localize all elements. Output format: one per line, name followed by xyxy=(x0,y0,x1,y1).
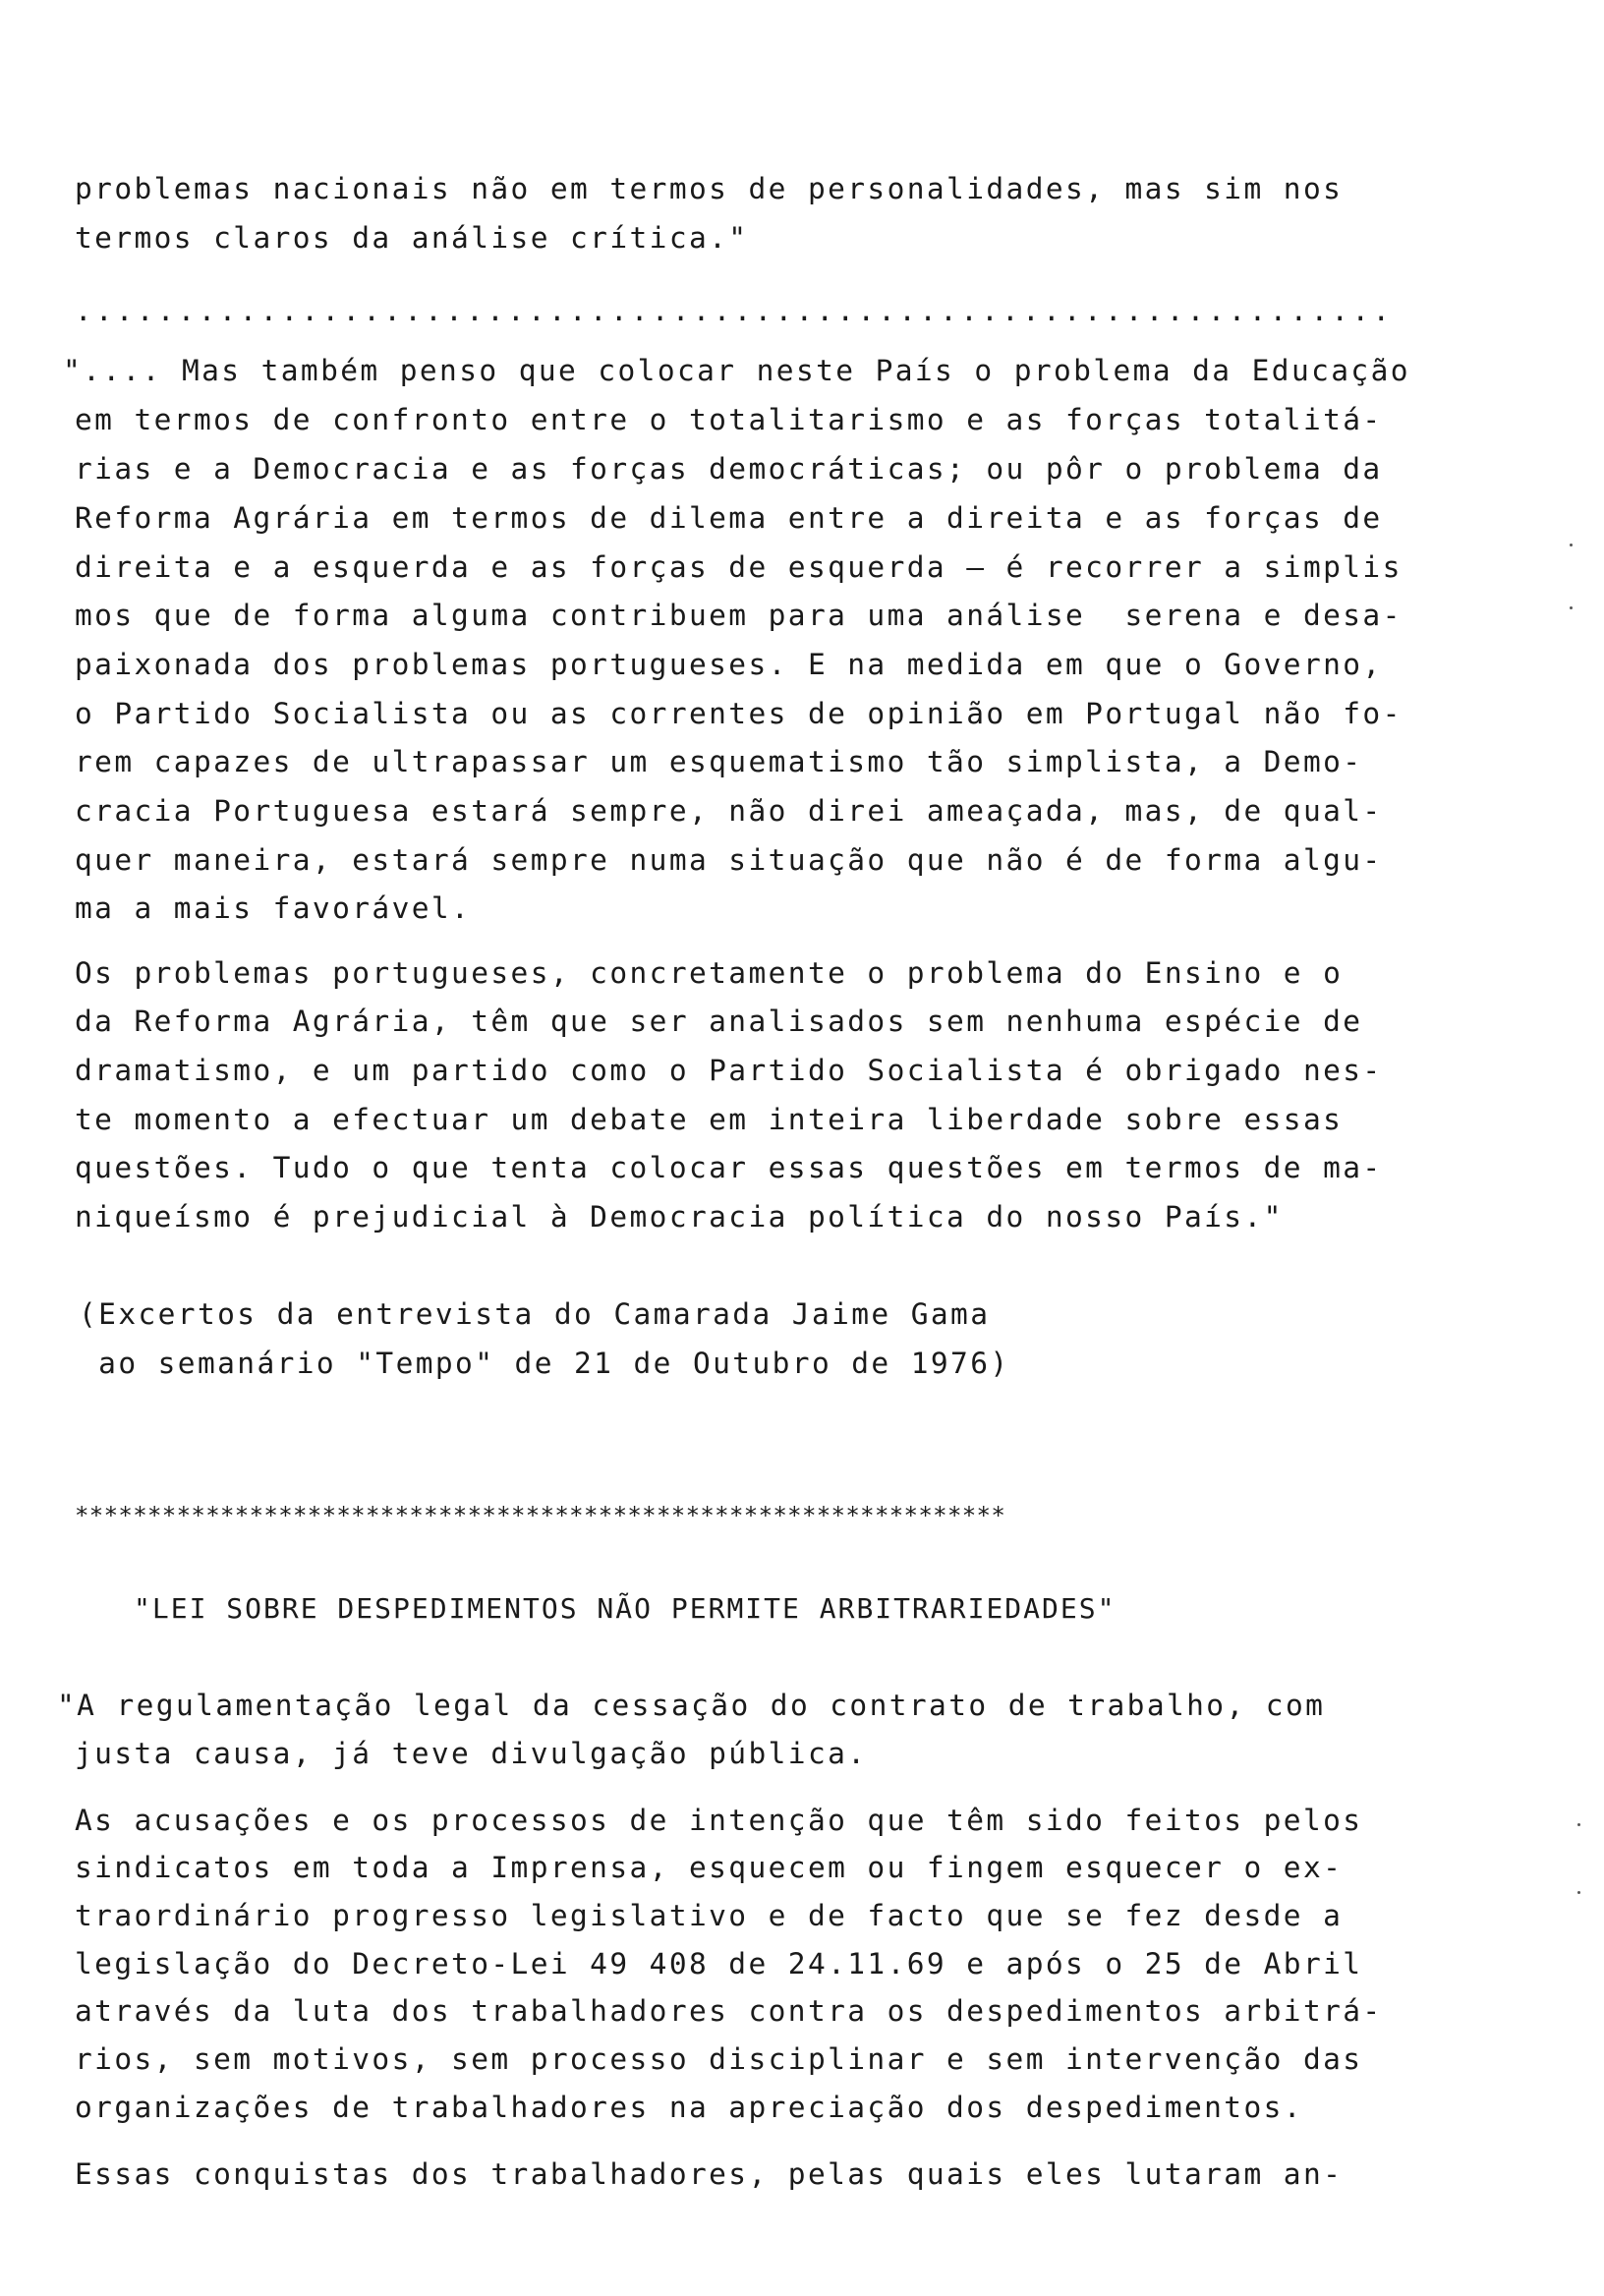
section-heading: "LEI SOBRE DESPEDIMENTOS NÃO PERMITE ARBITRARIEDADES" xyxy=(134,1592,1117,1625)
text-line: "A regulamentação legal da cessação do contrato de trabalho, com xyxy=(57,1689,1326,1722)
text-line: organizações de trabalhadores na apreciação dos despedimentos. xyxy=(75,2091,1303,2124)
text-line: problemas nacionais não em termos de personalidades, mas sim nos xyxy=(75,172,1344,205)
scan-speck xyxy=(1577,1891,1580,1894)
text-line: cracia Portuguesa estará sempre, não direi ameaçada, mas, de qual- xyxy=(75,794,1383,828)
citation-line: ao semanário "Tempo" de 21 de Outubro de 1976) xyxy=(79,1347,1010,1380)
text-line: Reforma Agrária em termos de dilema entre a direita e as forças de xyxy=(75,501,1383,535)
text-line: da Reforma Agrária, têm que ser analisados sem nenhuma espécie de xyxy=(75,1004,1363,1038)
text-line: em termos de confronto entre o totalitarismo e as forças totalitá- xyxy=(75,403,1383,436)
text-line: ".... Mas também penso que colocar neste País o problema da Educação xyxy=(63,354,1410,387)
text-line: sindicatos em toda a Imprensa, esquecem ou fingem esquecer o ex- xyxy=(75,1851,1344,1884)
scan-speck xyxy=(1577,1823,1580,1826)
text-line: dramatismo, e um partido como o Partido Socialista é obrigado nes- xyxy=(75,1054,1383,1087)
text-line: rias e a Democracia e as forças democráticas; ou pôr o problema da xyxy=(75,452,1383,486)
scan-speck xyxy=(1570,544,1573,546)
text-line: legislação do Decreto-Lei 49 408 de 24.11.69 e após o 25 de Abril xyxy=(75,1947,1363,1980)
text-line: As acusações e os processos de intenção que têm sido feitos pelos xyxy=(75,1804,1363,1837)
text-line: Os problemas portugueses, concretamente o problema do Ensino e o xyxy=(75,956,1344,990)
text-line: te momento a efectuar um debate em inteira liberdade sobre essas xyxy=(75,1103,1344,1136)
text-line: através da luta dos trabalhadores contra os despedimentos arbitrá- xyxy=(75,1994,1383,2028)
text-line: justa causa, já teve divulgação pública. xyxy=(75,1737,868,1770)
text-line: rem capazes de ultrapassar um esquematismo tão simplista, a Demo- xyxy=(75,745,1363,778)
dotted-separator: ................................................................ xyxy=(75,294,1394,327)
text-line: rios, sem motivos, sem processo disciplinar e sem intervenção das xyxy=(75,2042,1363,2076)
asterisk-separator: **************************************************************** xyxy=(75,1502,1006,1529)
text-line: questões. Tudo o que tenta colocar essas questões em termos de ma- xyxy=(75,1151,1383,1184)
text-line: paixonada dos problemas portugueses. E na medida em que o Governo, xyxy=(75,648,1383,681)
text-line: termos claros da análise crítica." xyxy=(75,221,749,255)
text-line: Essas conquistas dos trabalhadores, pelas quais eles lutaram an- xyxy=(75,2157,1344,2191)
citation-line: (Excertos da entrevista do Camarada Jaime Gama xyxy=(79,1297,991,1331)
text-line: mos que de forma alguma contribuem para uma análise serena e desa- xyxy=(75,599,1403,632)
text-line: o Partido Socialista ou as correntes de opinião em Portugal não fo- xyxy=(75,697,1403,730)
text-line: quer maneira, estará sempre numa situação que não é de forma algu- xyxy=(75,843,1383,877)
scan-speck xyxy=(1570,606,1573,609)
text-line: niqueísmo é prejudicial à Democracia política do nosso País." xyxy=(75,1200,1284,1234)
text-line: ma a mais favorável. xyxy=(75,891,472,925)
text-line: direita e a esquerda e as forças de esquerda — é recorrer a simplis xyxy=(75,550,1403,584)
text-line: traordinário progresso legislativo e de facto que se fez desde a xyxy=(75,1899,1344,1932)
